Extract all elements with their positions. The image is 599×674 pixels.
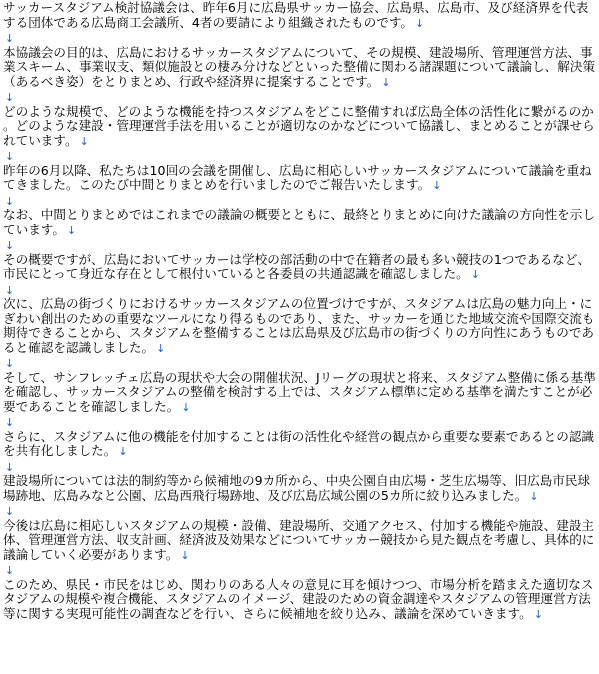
paragraph-5-text: なお、中間とりまとめではこれまでの議論の概要とともに、最終とりまとめに向けた議論の方向性を示しています。 bbox=[3, 207, 595, 237]
paragraph-8-text: そして、サンフレッチェ広島の現状や大会の開催状況、Jリーグの現状と将来、スタジアム整備に係る基準を確認し、サッカースタジアムの整備を検討する上では、スタジアム標準に定める基準を満たすことが必要であることを確認しました。 bbox=[3, 369, 596, 414]
paragraph-mark-icon: ↓ bbox=[5, 239, 15, 252]
paragraph-6-text: その概要ですが、広島においてサッカーは学校の部活動の中で在籍者の最も多い競技の1つであるなど、市民にとって身近な存在として根付いていると各委員の共通認識を確認しました。 bbox=[3, 251, 591, 281]
paragraph-3-text: どのような規模で、どのような機能を持つスタジアムをどこに整備すれば広島全体の活性化に繋がるのか。どのような建設・管理運営手法を用いることが適切なのかなどについて協議し、まとめることが課せられています。 bbox=[3, 103, 595, 148]
paragraph-mark-icon: ↓ bbox=[5, 91, 15, 104]
paragraph-9-text: さらに、スタジアムに他の機能を付加することは街の活性化や経営の観点から重要な要素であるとの認識を共有化しました。 bbox=[3, 428, 595, 458]
blank-line bbox=[3, 356, 597, 371]
paragraph-10-text: 建設場所については法的制約等から候補地の9カ所から、中央公園自由広場・芝生広場等、旧広島市民球場跡地、広島みなと公園、広島西飛行場跡地、及び広島広域公園の5カ所に絞り込みました。 bbox=[3, 473, 591, 503]
paragraph-mark-icon: ↓ bbox=[5, 357, 15, 370]
document-body bbox=[3, 1, 597, 622]
paragraph-9 bbox=[3, 430, 597, 460]
paragraph-mark-icon: ↓ bbox=[5, 32, 15, 45]
paragraph-mark-icon: ↓ bbox=[381, 75, 391, 89]
blank-line bbox=[3, 194, 597, 209]
paragraph-mark-icon: ↓ bbox=[181, 400, 191, 414]
paragraph-mark-icon: ↓ bbox=[5, 416, 15, 429]
paragraph-7 bbox=[3, 297, 597, 356]
paragraph-1-text: サッカースタジアム検討協議会は、昨年6月に広島県サッカー協会、広島県、広島市、及び経済界を代表する団体である広島商工会議所、4者の要請により組織されたものです。 bbox=[3, 0, 589, 30]
blank-line bbox=[3, 283, 597, 298]
paragraph-mark-icon: ↓ bbox=[5, 460, 15, 474]
blank-line bbox=[3, 238, 597, 253]
paragraph-4 bbox=[3, 164, 597, 194]
paragraph-2 bbox=[3, 46, 597, 91]
paragraph-2-text: 本協議会の目的は、広島におけるサッカースタジアムについて、その規模、建設場所、管理運営方法、事業スキーム、事業収支、類似施設との棲み分けなどといった整備に関わる諸課題について議論し、解決策（あるべき姿）をとりまとめ、行政や経済界に提案することです。 bbox=[3, 44, 596, 89]
paragraph-1 bbox=[3, 1, 597, 31]
paragraph-mark-icon: ↓ bbox=[415, 16, 425, 30]
blank-line bbox=[3, 31, 597, 46]
blank-line bbox=[3, 504, 597, 519]
blank-line bbox=[3, 460, 597, 475]
paragraph-mark-icon: ↓ bbox=[66, 223, 77, 237]
paragraph-mark-icon: ↓ bbox=[470, 268, 480, 281]
blank-line bbox=[3, 415, 597, 430]
paragraph-mark-icon: ↓ bbox=[156, 341, 166, 355]
paragraph-3 bbox=[3, 105, 597, 150]
paragraph-10 bbox=[3, 474, 597, 504]
paragraph-mark-icon: ↓ bbox=[533, 607, 543, 621]
paragraph-12 bbox=[3, 578, 597, 623]
paragraph-5 bbox=[3, 208, 597, 238]
paragraph-11 bbox=[3, 519, 597, 564]
blank-line bbox=[3, 149, 597, 164]
blank-line bbox=[3, 563, 597, 578]
paragraph-6 bbox=[3, 253, 597, 283]
paragraph-12-text: このため、県民・市民をはじめ、関わりのある人々の意見に耳を傾けつつ、市場分析を踏まえた適切なスタジアムの規模や複合機能、スタジアムのイメージ、建設のための資金調達やスタジアムの管理運営方法等に関する実現可能性の調査などを行い、さらに候補地を絞り込み、議論を深めていきます。 bbox=[3, 576, 594, 621]
paragraph-mark-icon: ↓ bbox=[5, 564, 15, 577]
paragraph-11-text: 今後は広島に相応しいスタジアムの規模・設備、建設場所、交通アクセス、付加する機能や施設、建設主体、管理運営方法、収支計画、経済波及効果などについてサッカー競技から見た観点を考慮し、具体的に議論していく必要があります。 bbox=[3, 517, 595, 562]
paragraph-mark-icon: ↓ bbox=[432, 179, 442, 192]
paragraph-4-text: 昨年の6月以降、私たちは10回の会議を開催し、広島に相応しいサッカースタジアムについて議論を重ねてきました。このたび中間とりまとめを行いましたのでご報告いたします。 bbox=[3, 162, 592, 192]
paragraph-mark-icon: ↓ bbox=[118, 445, 128, 458]
paragraph-mark-icon: ↓ bbox=[79, 134, 89, 148]
paragraph-mark-icon: ↓ bbox=[5, 505, 15, 518]
paragraph-mark-icon: ↓ bbox=[180, 548, 190, 562]
paragraph-mark-icon: ↓ bbox=[5, 150, 15, 163]
paragraph-mark-icon: ↓ bbox=[5, 194, 15, 208]
paragraph-mark-icon: ↓ bbox=[529, 489, 539, 503]
paragraph-7-text: 次に、広島の街づくりにおけるサッカースタジアムの位置づけですが、スタジアムは広島の魅力向上・にぎわい創出のための重要なツールになり得るものであり、また、サッカーを通じた地域交流や国際交流も期待できることから、スタジアムを整備することは広島県及び広島市の街づくりの方向性にあうものであると確認を認識しました。 bbox=[3, 296, 595, 355]
blank-line bbox=[3, 90, 597, 105]
paragraph-mark-icon: ↓ bbox=[5, 283, 15, 297]
paragraph-8 bbox=[3, 371, 597, 416]
